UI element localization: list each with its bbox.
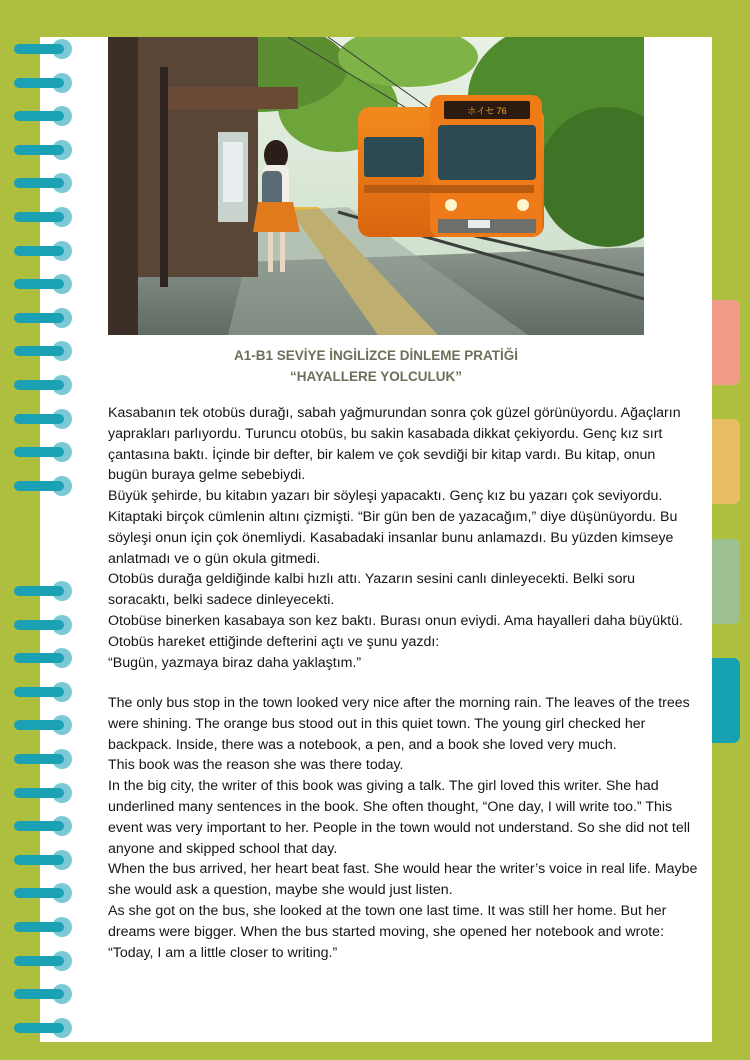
english-text bbox=[108, 693, 698, 963]
en-paragraph: “Today, I am a little closer to writing.” bbox=[108, 944, 338, 961]
divider-tab-green[interactable] bbox=[712, 539, 740, 624]
binding-ring bbox=[14, 207, 74, 227]
binding-ring bbox=[14, 648, 74, 668]
divider-tab-yellow[interactable] bbox=[712, 419, 740, 504]
en-paragraph: This book was the reason she was there today. bbox=[108, 757, 404, 774]
binding-ring bbox=[14, 715, 74, 735]
binding-ring bbox=[14, 917, 74, 937]
binding-ring bbox=[14, 615, 74, 635]
turkish-text bbox=[108, 403, 698, 673]
binding-ring bbox=[14, 39, 74, 59]
worksheet-page bbox=[40, 37, 712, 1042]
binding-ring bbox=[14, 581, 74, 601]
binding-ring bbox=[14, 984, 74, 1004]
en-paragraph: When the bus arrived, her heart beat fast. She would hear the writer’s voice in real life. Maybe she would ask a question, maybe she would just listen. bbox=[108, 861, 698, 899]
binding-ring bbox=[14, 341, 74, 361]
binding-ring bbox=[14, 375, 74, 395]
binding-ring bbox=[14, 951, 74, 971]
title-level-line: A1-B1 SEVİYE İNGİLİZCE DİNLEME PRATİĞİ bbox=[233, 348, 519, 363]
binding-ring bbox=[14, 73, 74, 93]
binding-ring bbox=[14, 106, 74, 126]
en-paragraph: In the big city, the writer of this book was giving a talk. The girl loved this writer. She had underlined many sentences in the book. She often thought, “One day, I will write too.” This event was very important to her. People in the town would not understand. So she did not tell anyone and skipped school that day. bbox=[108, 778, 691, 857]
tr-paragraph: “Bugün, yazmaya biraz daha yaklaştım.” bbox=[108, 654, 362, 671]
worksheet-title bbox=[40, 345, 712, 387]
binding-ring bbox=[14, 816, 74, 836]
binding-ring bbox=[14, 241, 74, 261]
binding-ring bbox=[14, 140, 74, 160]
title-story-line: “HAYALLERE YOLCULUK” bbox=[289, 369, 463, 384]
en-paragraph: The only bus stop in the town looked very nice after the morning rain. The leaves of the trees were shining. The orange bus stood out in this quiet town. The young girl checked her backpack. Inside, there was a notebook, a pen, and a book she loved very much. bbox=[108, 695, 690, 753]
binding-ring bbox=[14, 682, 74, 702]
binding-ring bbox=[14, 783, 74, 803]
spiral-binding bbox=[0, 0, 80, 1060]
binding-ring bbox=[14, 442, 74, 462]
binding-ring bbox=[14, 173, 74, 193]
divider-tab-teal[interactable] bbox=[712, 658, 740, 743]
binding-ring bbox=[14, 749, 74, 769]
tr-paragraph: Büyük şehirde, bu kitabın yazarı bir söyleşi yapacaktı. Genç kız bu yazarı çok seviyordu. Kitaptaki birçok cümlenin altını çizmişti. “Bir gün ben de yazacağım,” diye düşünüyordu. Bu söyleşi onun için çok önemliydi. Kasabadaki insanlar bunu anlamazdı. Bu yüzden kimseye anlatmadı ve o gün okula gitmedi. bbox=[108, 488, 678, 567]
binding-ring bbox=[14, 850, 74, 870]
tr-paragraph: Otobüs durağa geldiğinde kalbi hızlı attı. Yazarın sesini canlı dinleyecekti. Belki soru soracaktı, belki sadece dinleyecekti. bbox=[108, 571, 636, 609]
tr-paragraph: Kasabanın tek otobüs durağı, sabah yağmurundan sonra çok güzel görünüyordu. Ağaçların yaprakları parlıyordu. Turuncu otobüs, bu sakin kasabada dikkat çekiyordu. Genç kız sırt çantasına baktı. İçinde bir defter, bir kalem ve çok sevdiği bir kitap vardı. Bu kitap, onun bugün buraya gelme sebebiydi. bbox=[108, 405, 681, 484]
tr-paragraph: Otobüse binerken kasabaya son kez baktı. Burası onun eviydi. Ama hayalleri daha büyüktü. Otobüs hareket ettiğinde defterini açtı ve şunu yazdı: bbox=[108, 612, 683, 650]
binding-ring bbox=[14, 476, 74, 496]
bus-stop-illustration bbox=[108, 37, 644, 335]
binding-ring bbox=[14, 308, 74, 328]
en-paragraph: As she got on the bus, she looked at the town one last time. It was still her home. But her dreams were bigger. When the bus started moving, she opened her notebook and wrote: bbox=[108, 902, 667, 940]
divider-tab-red[interactable] bbox=[712, 300, 740, 385]
binding-ring bbox=[14, 409, 74, 429]
bus-destination-sign: ホイセ 76 bbox=[467, 106, 507, 116]
binding-ring bbox=[14, 1018, 74, 1038]
binding-ring bbox=[14, 883, 74, 903]
binding-ring bbox=[14, 274, 74, 294]
